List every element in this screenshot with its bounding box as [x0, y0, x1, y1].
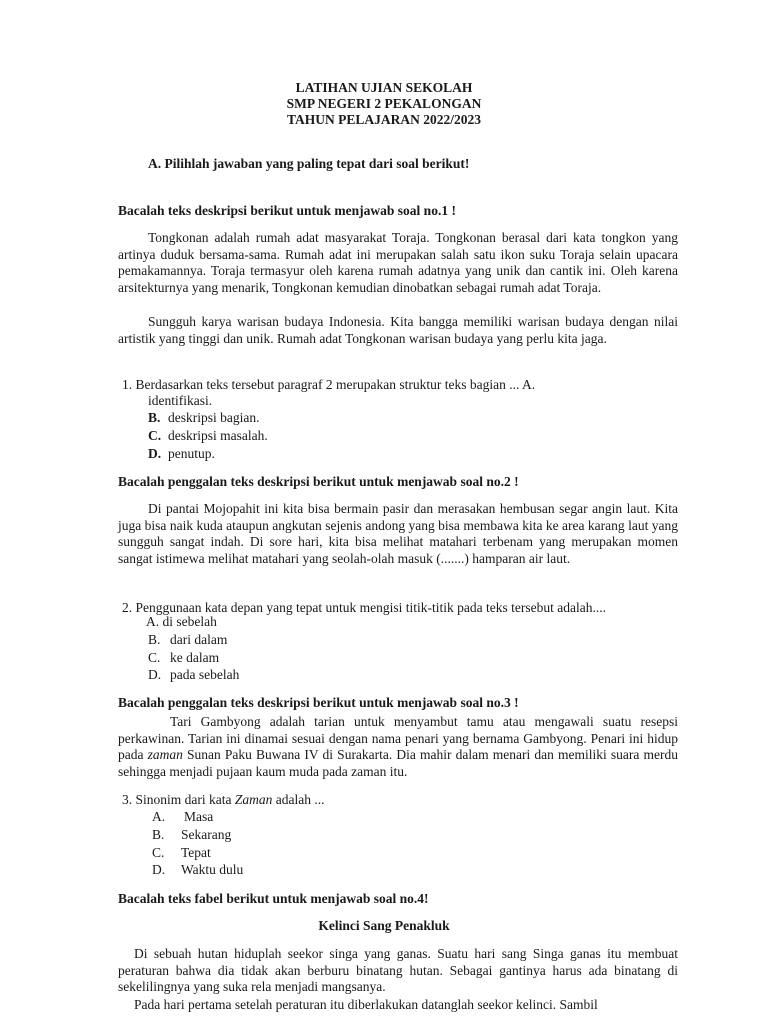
q1-question: 1. Berdasarkan teks tersebut paragraf 2 merupakan struktur teks bagian ... A. — [122, 377, 536, 392]
q3-question — [122, 792, 324, 808]
q1-paragraph-1: Tongkonan adalah rumah adat masyarakat Toraja. Tongkonan berasal dari kata tongkon yang artinya duduk bersama-sama. Rumah adat ini merupakan salah satu ikon suku Toraja selain upacara pemakamannya. Toraja termasyur oleh karena rumah adatnya yang unik dan cantik ini. Oleh karena arsitekturnya yang menarik, Tongkonan kemudian dinobatkan sebagai rumah adat Toraja. — [118, 230, 678, 295]
option-text: di sebelah — [162, 614, 217, 629]
q3-question-emphasis: Zaman — [234, 792, 273, 807]
q1-instruction: Bacalah teks deskripsi berikut untuk menjawab soal no.1 ! — [118, 203, 456, 218]
q2-option-a[interactable] — [146, 614, 217, 630]
option-text: deskripsi bagian. — [168, 410, 260, 425]
q1-question-continued: identifikasi. — [148, 393, 213, 408]
story-title: Kelinci Sang Penakluk — [318, 918, 450, 933]
q3-paragraph-part-2: Sunan Paku Buwana IV di Surakarta. Dia mahir dalam menari dan memiliki suara merdu sehingga menjadi pujaan kaum muda pada zaman itu. — [118, 747, 679, 779]
option-text: Waktu dulu — [181, 862, 244, 877]
option-text: deskripsi masalah. — [168, 428, 268, 443]
option-key: A. — [152, 809, 166, 824]
option-key: C. — [152, 845, 165, 860]
option-key: C. — [148, 650, 161, 665]
q2-paragraph: Di pantai Mojopahit ini kita bisa bermain pasir dan merasakan hembusan segar angin laut. Kita juga bisa naik kuda ataupun angkutan sejenis andong yang bisa membawa kita ke area karang laut yang sungguh sangat indah. Di sore hari, kita bisa melihat matahari terbenam yang merupakan momen sangat istimewa melihat matahari yang seolah-olah masuk (.......) hamparan air laut. — [118, 501, 678, 566]
option-key: D. — [152, 862, 166, 877]
q1-option-d[interactable] — [148, 446, 215, 462]
section-a-title: A. Pilihlah jawaban yang paling tepat dari soal berikut! — [148, 156, 470, 171]
option-text: penutup. — [168, 446, 215, 461]
option-key: A. — [146, 614, 160, 629]
q3-paragraph-part-1: Tari Gambyong adalah tarian untuk menyambut tamu atau mengawali suatu resepsi perkawinan. Tarian ini dinamai sesuai dengan nama penari yang bernama Gambyong. Penari ini hidup pada — [118, 714, 678, 762]
q3-option-a[interactable] — [152, 809, 213, 825]
q2-option-b[interactable] — [148, 632, 227, 648]
q3-question-part-2: adalah ... — [272, 792, 325, 807]
q1-option-c[interactable] — [148, 428, 268, 444]
option-text: Tepat — [181, 845, 211, 860]
q3-option-c[interactable] — [152, 845, 211, 861]
q3-instruction: Bacalah penggalan teks deskripsi berikut untuk menjawab soal no.3 ! — [118, 695, 519, 710]
q4-paragraph-1: Di sebuah hutan hiduplah seekor singa yang ganas. Suatu hari sang Singa ganas itu membuat peraturan bahwa dia tidak akan berburu binatang hutan. Sebagai gantinya harus ada binatang di sekelilingnya yang suka rela menjadi mangsanya. — [118, 946, 678, 994]
option-text: pada sebelah — [170, 667, 240, 682]
q2-option-d[interactable] — [148, 667, 239, 683]
q3-paragraph — [118, 714, 678, 780]
q4-instruction: Bacalah teks fabel berikut untuk menjawab soal no.4! — [118, 891, 429, 906]
q1-paragraph-2: Sungguh karya warisan budaya Indonesia. Kita bangga memiliki warisan budaya dengan nilai artistik yang tinggi dan unik. Rumah adat Tongkonan warisan budaya yang perlu kita jaga. — [118, 314, 678, 346]
option-text: Masa — [184, 809, 214, 824]
q3-option-b[interactable] — [152, 827, 231, 843]
option-key: D. — [148, 446, 162, 461]
q1-option-b[interactable] — [148, 410, 259, 426]
option-key: D. — [148, 667, 162, 682]
option-key: B. — [152, 827, 165, 842]
option-text: dari dalam — [170, 632, 228, 647]
document-header — [0, 80, 768, 128]
option-key: B. — [148, 410, 161, 425]
q2-question: 2. Penggunaan kata depan yang tepat untuk mengisi titik-titik pada teks tersebut adalah.... — [122, 600, 606, 615]
q3-question-part-1: 3. Sinonim dari kata — [122, 792, 235, 807]
option-key: C. — [148, 428, 162, 443]
option-text: Sekarang — [181, 827, 232, 842]
q2-instruction: Bacalah penggalan teks deskripsi berikut untuk menjawab soal no.2 ! — [118, 474, 519, 489]
header-year: TAHUN PELAJARAN 2022/2023 — [286, 112, 481, 127]
q4-paragraph-2: Pada hari pertama setelah peraturan itu diberlakukan datanglah seekor kelinci. Sambil — [134, 997, 598, 1012]
header-title: LATIHAN UJIAN SEKOLAH — [295, 80, 473, 95]
header-school: SMP NEGERI 2 PEKALONGAN — [286, 96, 482, 111]
option-text: ke dalam — [170, 650, 220, 665]
q2-option-c[interactable] — [148, 650, 219, 666]
option-key: B. — [148, 632, 161, 647]
q3-paragraph-emphasis: zaman — [147, 747, 183, 762]
q3-option-d[interactable] — [152, 862, 243, 878]
